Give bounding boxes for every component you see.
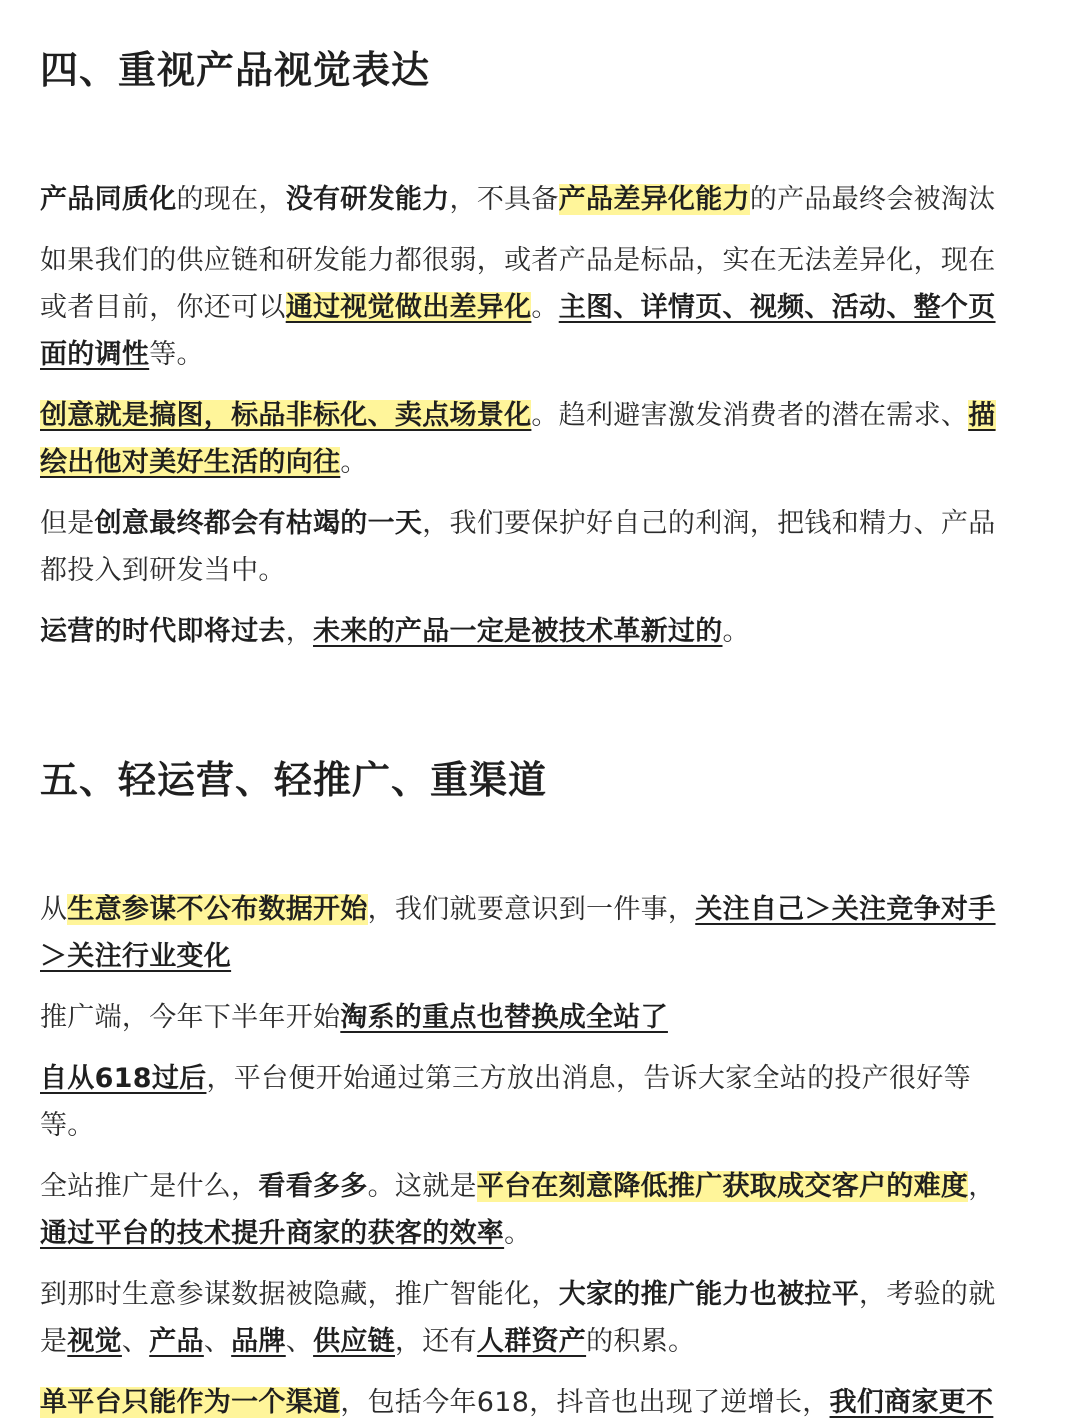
text: ， [285, 616, 314, 647]
bold-text: 看看多多 [258, 1171, 368, 1202]
text-line [40, 500, 1050, 547]
underlined-text: 产品 [149, 1326, 204, 1357]
underlined-text: 主图、详情页、视频、活动、整个页 [558, 292, 996, 323]
text: 但是 [40, 508, 95, 539]
underlined-text: 视觉 [67, 1326, 122, 1357]
text-line [40, 284, 1050, 331]
s5-paragraph-6 [40, 1379, 1050, 1426]
text-line: 等。 [40, 1110, 95, 1141]
s5-paragraph-5 [40, 1271, 1050, 1365]
text-line [40, 331, 1050, 378]
s5-paragraph-2 [40, 994, 1050, 1041]
text: 。 [531, 292, 559, 323]
underlined-text: 通过平台的技术提升商家的获客的效率 [40, 1218, 505, 1249]
text: 是 [40, 1326, 68, 1357]
section-5-heading: 五、轻运营、轻推广、重渠道 [40, 758, 548, 802]
text: ，我们就要意识到一件事， [367, 894, 696, 925]
bold-text: 大家的推广能力也被拉平 [558, 1279, 860, 1310]
s4-paragraph-3 [40, 392, 1050, 486]
text: ，不具备 [449, 184, 559, 215]
s4-paragraph-2 [40, 237, 1050, 378]
underlined-text: 品牌 [231, 1326, 286, 1357]
text: ， [968, 1171, 996, 1202]
underlined-text: 未来的产品一定是被技术革新过的 [313, 616, 723, 647]
underlined-text: 自从618过后 [40, 1063, 207, 1094]
text-line [40, 1163, 1050, 1210]
highlighted-text: 平台在刻意降低推广获取成交客户的难度 [476, 1171, 969, 1202]
text: ，平台便开始通过第三方放出消息，告诉大家全站的投产很好等 [206, 1063, 971, 1094]
text-line [40, 1055, 1050, 1102]
text: 、 [121, 1326, 150, 1357]
bold-text: 运营的时代即将过去 [40, 616, 286, 647]
s5-paragraph-3 [40, 1055, 1050, 1149]
s4-paragraph-5 [40, 608, 1050, 655]
underlined-text: 供应链 [313, 1326, 395, 1357]
highlighted-text: 生意参谋不公布数据开始 [67, 894, 368, 925]
text: 、 [203, 1326, 232, 1357]
s5-paragraph-1 [40, 886, 1050, 980]
underlined-text: ＞关注行业变化 [40, 941, 232, 972]
highlighted-text: 绘出他对美好生活的向往 [40, 447, 341, 478]
text: ，包括今年618，抖音也出现了逆增长， [340, 1387, 830, 1418]
highlighted-text: 通过视觉做出差异化 [285, 292, 532, 323]
highlighted-text: 创意就是搞图，标品非标化、卖点场景化 [40, 400, 532, 431]
section-4-heading: 四、重视产品视觉表达 [40, 48, 431, 92]
text: 。 [504, 1218, 532, 1249]
text: ，我们要保护好自己的利润，把钱和精力、产品 [422, 508, 996, 539]
text: 全站推广是什么， [40, 1171, 259, 1202]
text: 或者目前，你还可以 [40, 292, 286, 323]
text-line [40, 933, 1050, 980]
s5-paragraph-4 [40, 1163, 1050, 1257]
s4-paragraph-4 [40, 500, 1050, 594]
text-line [40, 1318, 1050, 1365]
text-line: 都投入到研发当中。 [40, 555, 286, 586]
bold-text: 没有研发能力 [285, 184, 450, 215]
underlined-text: 淘系的重点也替换成全站了 [340, 1002, 668, 1033]
text: 的产品最终会被淘汰 [749, 184, 996, 215]
text: 的现在， [176, 184, 286, 215]
underlined-text: 面的调性 [40, 339, 150, 370]
text: 到那时生意参谋数据被隐藏，推广智能化， [40, 1279, 559, 1310]
text: 。 [340, 447, 368, 478]
text: 、 [285, 1326, 314, 1357]
text-line [40, 608, 1050, 655]
text-line [40, 1271, 1050, 1318]
text: ，考验的就 [859, 1279, 996, 1310]
underlined-text: 关注自己＞关注竞争对手 [695, 894, 996, 925]
bold-text: 创意最终都会有枯竭的一天 [94, 508, 423, 539]
text: 推广端，今年下半年开始 [40, 1002, 341, 1033]
text: 从 [40, 894, 68, 925]
text-line [40, 1379, 1050, 1426]
highlighted-text: 描 [968, 400, 996, 431]
text-line: 如果我们的供应链和研发能力都很弱，或者产品是标品，实在无法差异化，现在 [40, 245, 996, 276]
text: 。趋利避害激发消费者的潜在需求、 [531, 400, 969, 431]
text: 的积累。 [586, 1326, 696, 1357]
highlighted-text: 产品差异化能力 [558, 184, 750, 215]
bold-text: 产品同质化 [40, 184, 177, 215]
text: 。 [722, 616, 750, 647]
text: ，还有 [394, 1326, 477, 1357]
highlighted-text: 单平台只能作为一个渠道 [40, 1387, 341, 1418]
s4-paragraph-1 [40, 176, 1050, 223]
text-line [40, 439, 1050, 486]
underlined-text: 我们商家更不 [829, 1387, 994, 1418]
text-line [40, 1210, 1050, 1257]
text-line [40, 392, 1050, 439]
text-line [40, 176, 1050, 223]
text: 等。 [149, 339, 204, 370]
text-line [40, 994, 1050, 1041]
underlined-text: 人群资产 [476, 1326, 587, 1357]
text-line [40, 886, 1050, 933]
text: 。这就是 [367, 1171, 477, 1202]
